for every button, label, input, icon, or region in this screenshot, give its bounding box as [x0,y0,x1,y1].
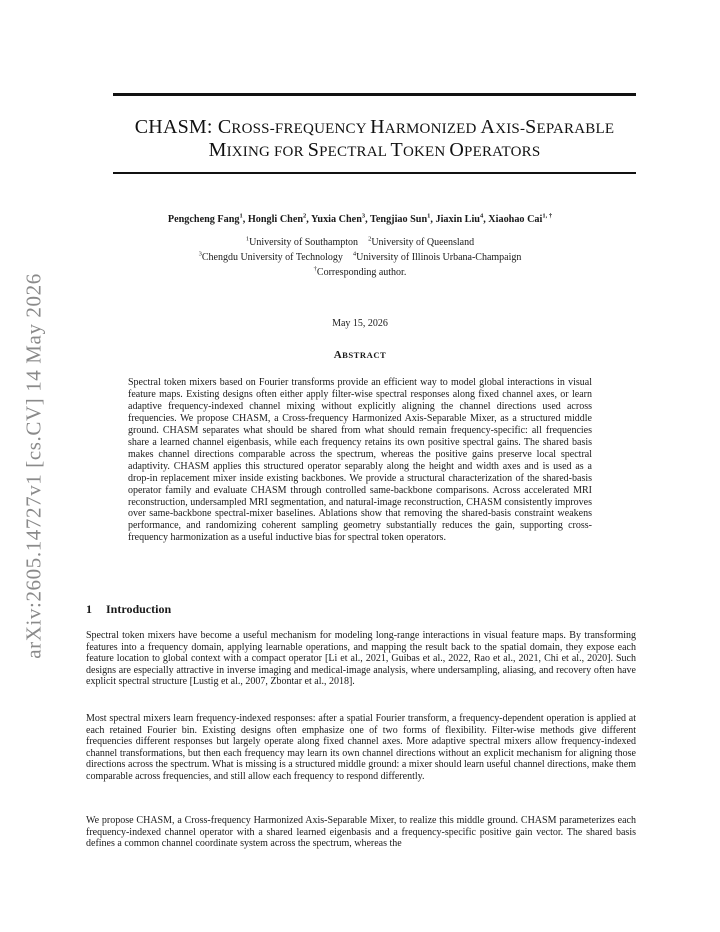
author-name: Jiaxin Liu [435,214,480,225]
affiliation-line-2 [80,252,640,263]
title-segment: OKEN [402,144,450,160]
title-segment: PERATORS [464,144,541,160]
title-segment: T [390,139,403,161]
introduction-paragraph-3: We propose CHASM, a Cross-frequency Harmonized Axis-Separable Mixer, to realize this middle ground. CHASM parameterizes each frequency-indexed channel operator with a shared learned eigenbasis and a frequency-specific positive gain vector. The shared basis defines a common channel coordinate system across the spectrum, whereas the [86,815,636,849]
affiliation-name: Chengdu University of Technology [201,252,343,263]
title-segment: M [208,139,227,161]
title-segment: XIS- [495,121,526,137]
title-segment: A [480,116,496,138]
title-segment: S [525,116,537,138]
title-segment: IXING FOR [226,144,308,160]
affiliation-name: University of Illinois Urbana-Champaign [356,252,522,263]
title-segment: ROSS-FREQUENCY [231,121,371,137]
title-rule-top [113,93,636,96]
corresponding-text: Corresponding author. [316,267,407,278]
title-segment: PECTRAL [319,144,391,160]
author-list: Pengcheng Fang$^1$, Hongli Chen$^2$, Yuxia Chen$^3$, Tengjiao Sun$^1$, Jiaxin Liu$^4$, Xiaohao Cai$^{1, \dagger}$ [167,212,553,225]
affiliation-mark: 3 [198,250,202,258]
abstract-heading-initial: A [333,349,343,361]
title-segment: H [370,116,385,138]
affiliation-mark: 2 [368,235,372,243]
author-affiliation-mark: 3 [361,212,366,220]
author-name: Yuxia Chen [311,214,362,225]
affiliation-name: University of Queensland [371,237,475,248]
abstract-body: Spectral token mixers based on Fourier transforms provide an efficient way to model global interactions in visual feature maps. Existing designs often either apply filter-wise spectral responses along fixed channel axes, or learn adaptive frequency-indexed channel mixing without explicitly aligning the channel directions used across frequencies. We propose CHASM, a Cross-frequency Harmonized Axis-Separable Mixer, as a structured middle ground. CHASM separates what should be shared from what should remain frequency-specific: all frequencies share a learned channel eigenbasis, while each frequency retains its own positive spectral gains. The shared basis makes channel directions comparable across the spectrum, whereas the positive gains preserve local spectral adaptivity. CHASM applies this structured operator separably along the height and width axes and is used as a drop-in replacement mixer inside existing backbones. We provide a structural characterization of the shared-basis operator family and evaluate CHASM through controlled same-backbone comparisons. Across accelerated MRI reconstruction, undersampled MRI segmentation, and natural-image reconstruction, CHASM consistently improves over same-backbone spectral-mixer baselines. Ablations show that removing the shared-basis constraint weakens performance, and randomizing coherent sampling geometry substantially reduces the gain, supporting cross-frequency harmonization as a useful inductive bias for spectral token operators. [128,377,592,544]
section-number: 1 [86,602,92,616]
affiliation-mark: 1 [245,235,250,243]
author-affiliation-mark: 1 [427,212,431,220]
author-affiliation-mark: 4 [479,212,484,220]
introduction-paragraph-2: Most spectral mixers learn frequency-indexed responses: after a spatial Fourier transform, a frequency-dependent operation is applied at each retained Fourier bin. Existing designs often emphasize one of two forms of flexibility. Filter-wise methods give different frequencies different responses but largely operate along fixed channel axes. More adaptive spectral mixers allow frequency-indexed channel transformations, but then each frequency may learn its own channel directions without an explicit mechanism for aligning those directions across the spectrum. What is missing is a structured middle ground: a mixer should learn useful channel directions, make them comparable across frequencies, and still allow each frequency to respond differently. [86,713,636,782]
publication-date: May 15, 2026 [332,318,388,329]
abstract-heading [80,349,640,361]
author-affiliation-mark: 1 [239,212,243,220]
affiliation-line-1 [80,237,640,248]
abstract-heading-rest: BSTRACT [342,350,387,360]
affiliation-name: University of Southampton [249,237,359,248]
affiliation-mark: 4 [352,250,357,258]
author-affiliation-mark: 2 [303,212,307,220]
corresponding-author-note [80,267,640,278]
section-heading-introduction [86,602,171,617]
title-segment: S [307,139,320,161]
corresponding-mark: † [313,265,317,273]
section-title: Introduction [106,602,172,616]
title-segment: ARMONIZED [384,121,481,137]
author-name: Pengcheng Fang [167,214,240,225]
paper-title-line-2 [113,139,636,164]
paper-title-line-1 [113,116,636,141]
title-rule-bottom [113,172,636,174]
author-name: Xiaohao Cai [488,214,543,225]
arxiv-identifier-text: arXiv:2605.14727v1 [cs.CV] 14 May 2026 [21,273,46,659]
title-segment: CHASM: C [134,116,232,138]
author-affiliation-mark: 1, † [542,212,553,220]
author-name: Hongli Chen [247,214,304,225]
introduction-paragraph-1: Spectral token mixers have become a useful mechanism for modeling long-range interactions in visual feature maps. By transforming features into a frequency domain, applying learnable operations, and mapping the result back to the spatial domain, they expose each feature location to global context with a compact operator [Li et al., 2021, Guibas et al., 2022, Rao et al., 2021, Chi et al., 2020]. Such designs are especially attractive in inverse imaging and medical-image analysis, where undersampling, aliasing, and recovery often have explicit spectral structure [Lustig et al., 2007, Zbontar et al., 2018]. [86,630,636,687]
author-name: Tengjiao Sun [370,214,428,225]
title-segment: EPARABLE [536,121,615,137]
title-segment: O [449,139,465,161]
